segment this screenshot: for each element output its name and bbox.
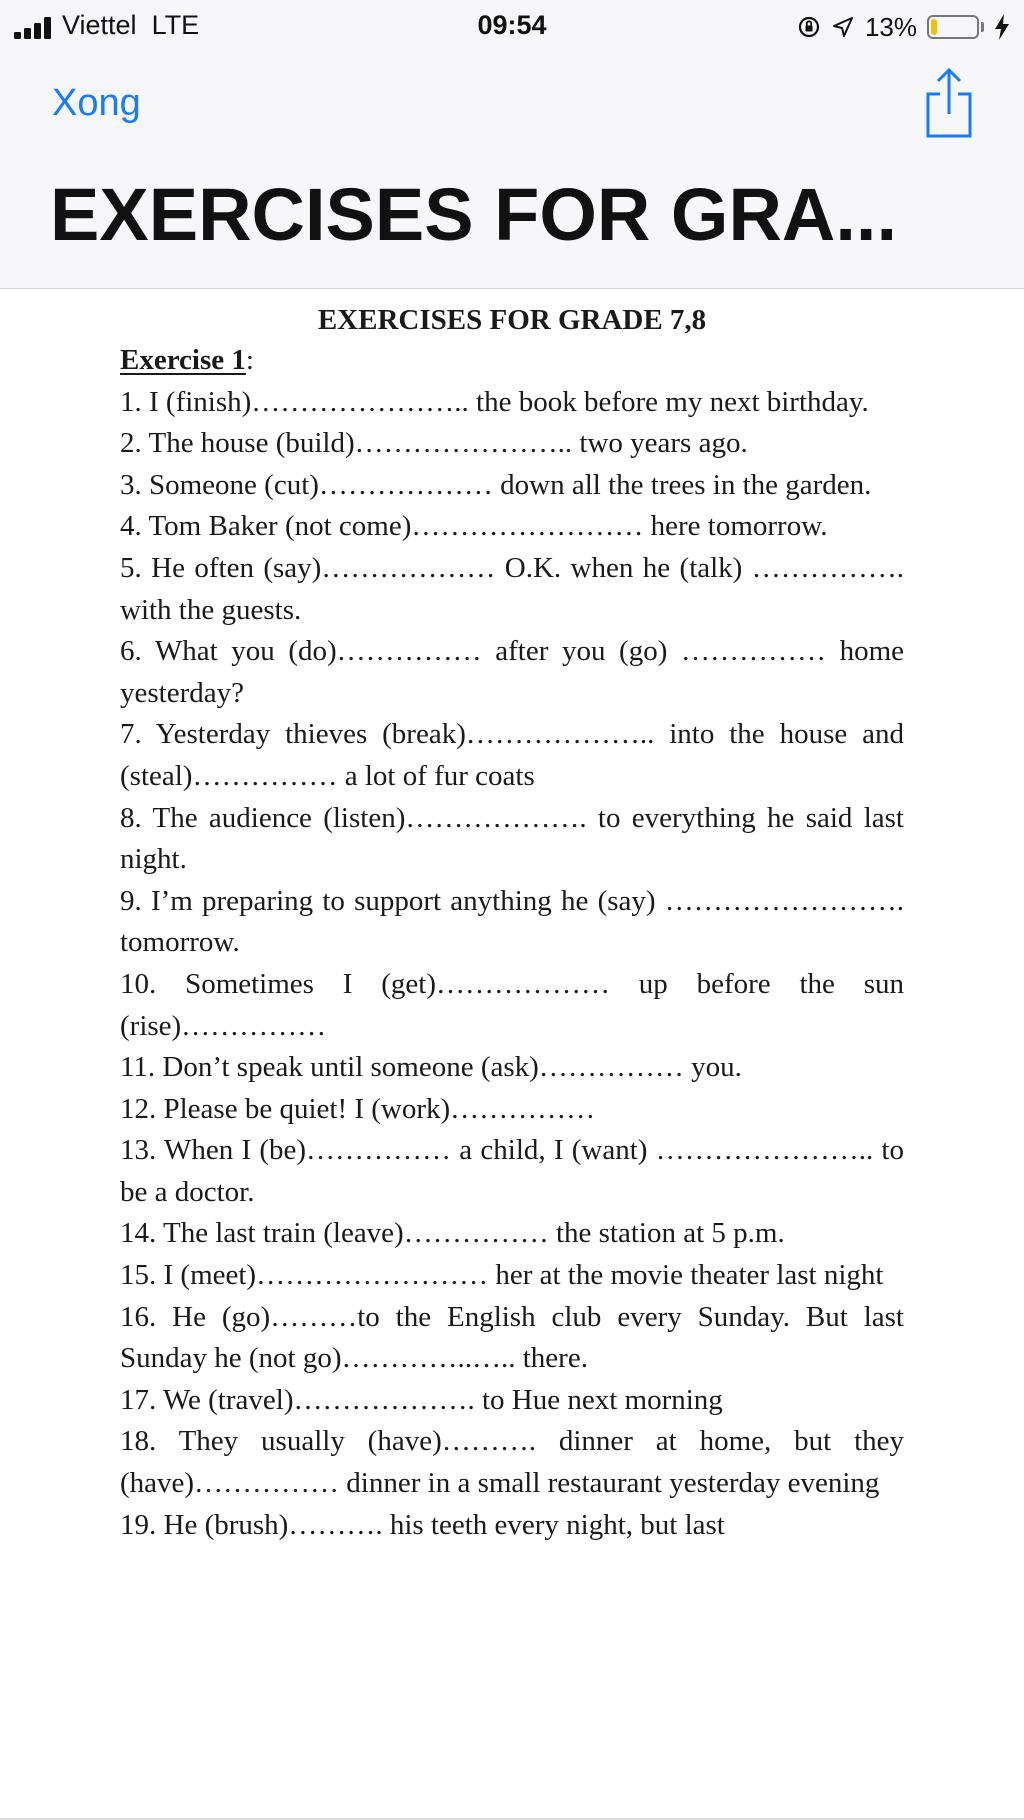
exercise-item: 7. Yesterday thieves (break)……………….. into the house and (steal)…………… a lot of fur coats	[120, 718, 904, 792]
exercise-label	[120, 340, 904, 382]
location-icon	[831, 15, 855, 39]
document-title: EXERCISES FOR GRA...	[50, 173, 898, 256]
exercise-item: 13. When I (be)…………… a child, I (want) ………………….. to be a doctor.	[120, 1134, 904, 1208]
battery-percent: 13%	[864, 11, 917, 42]
exercise-item: 4. Tom Baker (not come)…………………… here tomorrow.	[120, 510, 828, 543]
exercise-item: 15. I (meet)…………………… her at the movie theater last night	[120, 1259, 884, 1292]
battery-icon	[927, 15, 979, 39]
exercise-item: 12. Please be quiet! I (work)……………	[120, 1092, 596, 1125]
document-heading: EXERCISES FOR GRADE 7,8	[317, 304, 707, 336]
share-button[interactable]	[924, 64, 974, 140]
done-button[interactable]: Xong	[52, 82, 141, 124]
app-header	[0, 0, 1024, 289]
clock: 09:54	[477, 10, 547, 40]
exercise-item: 11. Don’t speak until someone (ask)…………… you.	[120, 1051, 742, 1084]
exercise-item: 17. We (travel)………………. to Hue next morning	[120, 1383, 723, 1416]
status-indicators	[797, 10, 1010, 44]
exercise-item: 14. The last train (leave)…………… the station at 5 p.m.	[120, 1217, 785, 1250]
exercise-item: 10. Sometimes I (get)……………… up before the sun (rise)……………	[120, 967, 904, 1042]
share-icon	[924, 64, 974, 140]
exercise-item: 18. They usually (have)………. dinner at home, but they (have)…………… dinner in a small restaurant yesterday evening	[120, 1425, 904, 1500]
exercise-item: 1. I (finish)………………….. the book before my next birthday.	[120, 385, 869, 418]
exercise-item: 5. He often (say)……………… O.K. when he (talk) ……………. with the guests.	[120, 551, 904, 626]
exercise-label-colon: :	[245, 344, 254, 376]
carrier-name: Viettel LTE	[62, 10, 200, 40]
exercise-item: 6. What you (do)…………… after you (go) …………… home yesterday?	[120, 635, 904, 709]
exercise-item: 8. The audience (listen)………………. to everything he said last night.	[120, 801, 904, 876]
network-type: LTE	[151, 10, 200, 40]
exercise-item: 9. I’m preparing to support anything he (say) ……………………. tomorrow.	[120, 884, 904, 959]
battery-level-fill	[931, 19, 937, 35]
exercise-item: 2. The house (build)………………….. two years ago.	[120, 427, 748, 460]
exercise-item: 3. Someone (cut)……………… down all the trees in the garden.	[120, 468, 872, 501]
battery-cap	[981, 22, 984, 32]
charging-bolt-icon	[994, 14, 1010, 40]
orientation-lock-icon	[797, 15, 821, 39]
status-bar	[0, 0, 1024, 54]
exercise-label-text: Exercise 1	[120, 344, 246, 376]
exercise-list	[120, 382, 904, 1547]
exercise-item: 16. He (go)………to the English club every Sunday. But last Sunday he (not go)…………..….. there.	[120, 1300, 904, 1375]
document-content	[120, 300, 904, 1546]
exercise-item: 19. He (brush)………. his teeth every night, but last	[120, 1508, 725, 1541]
